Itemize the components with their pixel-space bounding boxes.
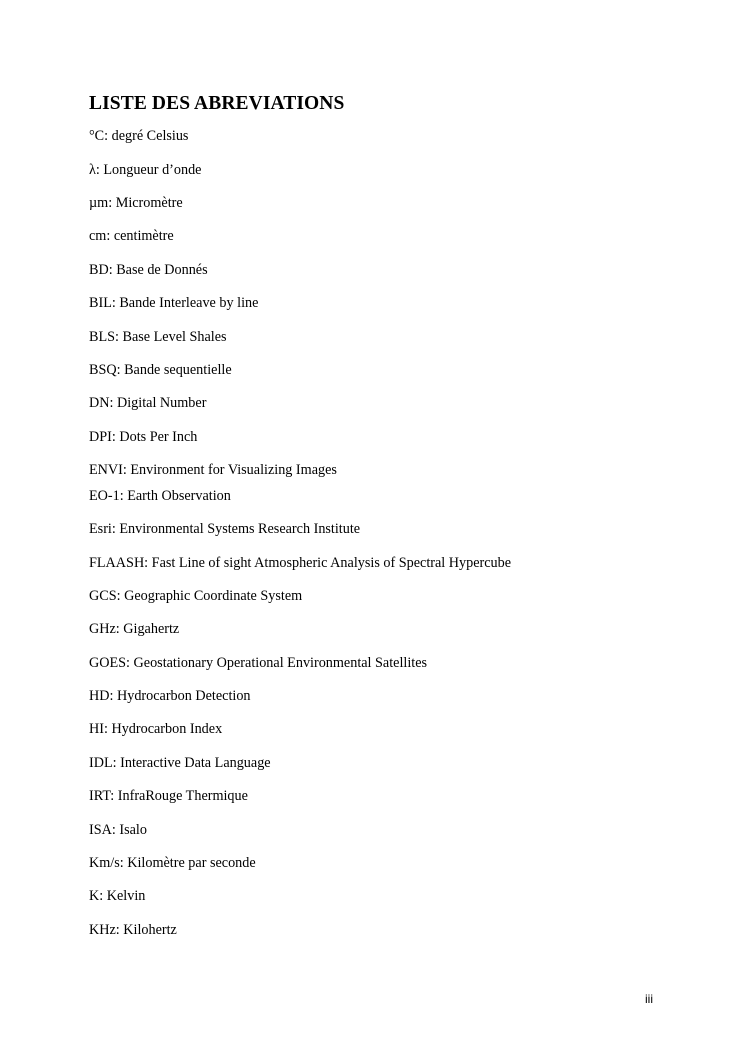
abbreviation-item: KHz: Kilohertz <box>89 922 177 938</box>
abbreviation-item: µm: Micromètre <box>89 195 183 211</box>
abbreviation-item: GOES: Geostationary Operational Environmental Satellites <box>89 655 428 671</box>
page-title: LISTE DES ABREVIATIONS <box>89 93 345 114</box>
abbreviation-item: λ: Longueur d’onde <box>89 162 202 178</box>
abbreviation-item: HI: Hydrocarbon Index <box>89 721 223 737</box>
abbreviation-item: BSQ: Bande sequentielle <box>89 362 232 378</box>
abbreviation-item: HD: Hydrocarbon Detection <box>89 688 251 704</box>
abbreviation-item: BLS: Base Level Shales <box>89 329 227 345</box>
abbreviation-item: EO-1: Earth Observation <box>89 488 231 504</box>
abbreviation-item: ENVI: Environment for Visualizing Images <box>89 462 337 478</box>
abbreviation-item: FLAASH: Fast Line of sight Atmospheric Analysis of Spectral Hypercube <box>89 555 512 571</box>
abbreviation-item: BD: Base de Donnés <box>89 262 208 278</box>
abbreviation-item: GCS: Geographic Coordinate System <box>89 588 303 604</box>
page-number: iii <box>645 992 653 1006</box>
abbreviation-item: K: Kelvin <box>89 888 146 904</box>
abbreviation-item: Esri: Environmental Systems Research Institute <box>89 521 361 537</box>
abbreviation-item: °C: degré Celsius <box>89 128 189 144</box>
abbreviation-item: ISA: Isalo <box>89 822 147 838</box>
abbreviation-item: DN: Digital Number <box>89 395 207 411</box>
abbreviation-item: IDL: Interactive Data Language <box>89 755 271 771</box>
abbreviation-item: BIL: Bande Interleave by line <box>89 295 259 311</box>
abbreviation-item: Km/s: Kilomètre par seconde <box>89 855 256 871</box>
abbreviation-item: GHz: Gigahertz <box>89 621 180 637</box>
abbreviation-item: DPI: Dots Per Inch <box>89 429 198 445</box>
abbreviation-item: cm: centimètre <box>89 228 174 244</box>
abbreviation-item: IRT: InfraRouge Thermique <box>89 788 248 804</box>
